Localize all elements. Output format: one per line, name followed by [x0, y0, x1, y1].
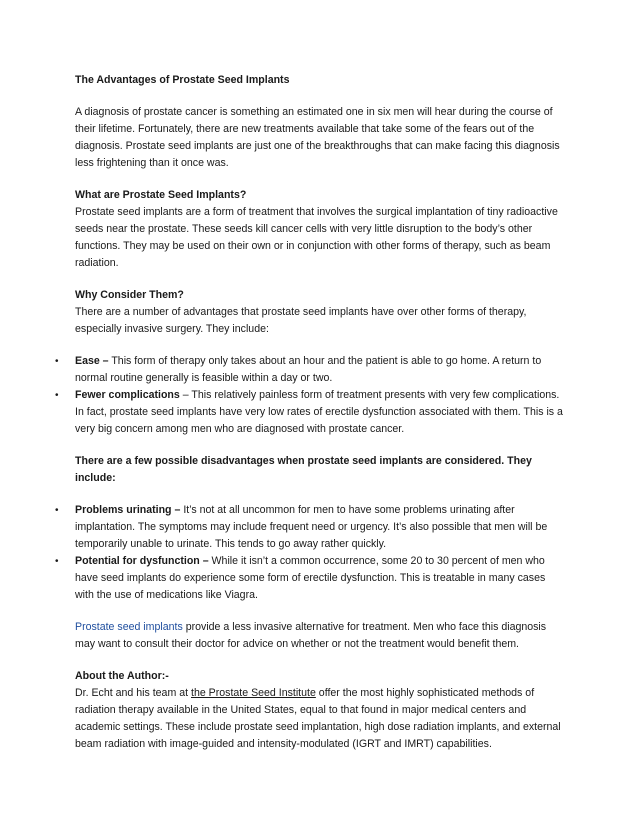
list-item-text: While it isn’t a common occurrence, some 20 to 30 percent of men who have seed implants do experience some form of erectile dysfunction. This is treatable in many cases with the use of medications like Viagra.: [75, 555, 546, 601]
list-item: [55, 553, 565, 604]
prostate-seed-institute-link[interactable]: the Prostate Seed Institute: [191, 687, 316, 699]
list-item: [55, 387, 565, 438]
author-paragraph: [75, 685, 565, 753]
section-body-why: There are a number of advantages that prostate seed implants have over other forms of therapy, especially invasive surgery. They include:: [75, 306, 527, 335]
disadvantages-heading: There are a few possible disadvantages when prostate seed implants are considered. They include:: [75, 455, 532, 484]
intro-paragraph: A diagnosis of prostate cancer is something an estimated one in six men will hear during the course of their lifetime. Fortunately, there are new treatments available that take some of the fears out of the diagnosis. Prostate seed implants are just one of the breakthroughs that can make facing this diagnosis less frightening than it once was.: [75, 106, 560, 169]
document-body: [55, 72, 565, 753]
list-item-term: Problems urinating –: [75, 504, 181, 516]
list-item-term: Ease –: [75, 355, 109, 367]
author-text-after: offer the most highly sophisticated methods of radiation therapy available in the United States, equal to that found in major medical centers and academic settings. These include prostate seed implantation, high dose radiation implants, and external beam radiation with image-guided and intensity-modulated (IGRT and IMRT) capabilities.: [75, 687, 561, 750]
list-item-term: Potential for dysfunction –: [75, 555, 209, 567]
list-item: [55, 502, 565, 553]
conclusion-paragraph: [75, 619, 565, 653]
bullet-icon: •: [55, 505, 59, 516]
conclusion-text: provide a less invasive alternative for treatment. Men who face this diagnosis may want to consult their doctor for advice on whether or not the treatment would benefit them.: [75, 621, 547, 650]
author-text-before: Dr. Echt and his team at: [75, 687, 191, 699]
list-item-text: It’s not at all uncommon for men to have some problems urinating after implantation. The symptoms may include frequent need or urgency. It’s also possible that men will be temporarily unable to urinate. This tends to go away rather quickly.: [75, 504, 548, 550]
section-heading-what: What are Prostate Seed Implants?: [75, 189, 247, 201]
disadvantages-list: [55, 502, 565, 604]
advantages-list: [55, 353, 565, 438]
author-heading: About the Author:-: [75, 670, 169, 682]
bullet-icon: •: [55, 390, 59, 401]
section-heading-why: Why Consider Them?: [75, 289, 184, 301]
document-title: The Advantages of Prostate Seed Implants: [75, 74, 290, 86]
bullet-icon: •: [55, 356, 59, 367]
list-item-text: This form of therapy only takes about an hour and the patient is able to go home. A return to normal routine generally is feasible within a day or two.: [75, 355, 542, 384]
list-item: [55, 353, 565, 387]
list-item-text: – This relatively painless form of treatment presents with very few complications. In fact, prostate seed implants have very low rates of erectile dysfunction associated with them. This is a very big concern among men who are diagnosed with prostate cancer.: [75, 389, 563, 435]
section-body-what: Prostate seed implants are a form of treatment that involves the surgical implantation of tiny radioactive seeds near the prostate. These seeds kill cancer cells with very little disruption to the body’s other functions. They may be used on their own or in conjunction with other forms of therapy, such as beam radiation.: [75, 206, 558, 269]
list-item-term: Fewer complications: [75, 389, 180, 401]
bullet-icon: •: [55, 556, 59, 567]
prostate-seed-implants-link[interactable]: Prostate seed implants: [75, 621, 183, 633]
